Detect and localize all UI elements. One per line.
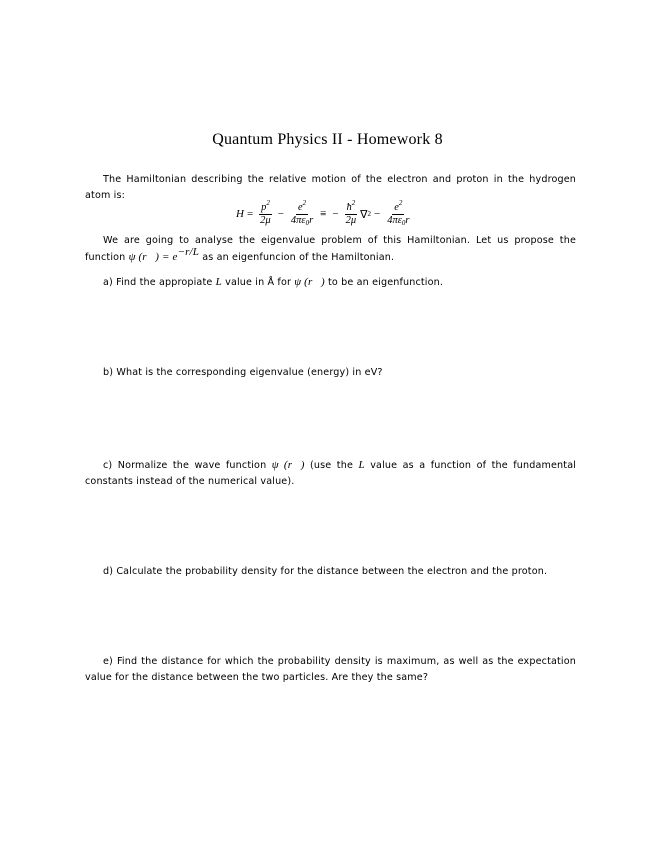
question-a-prefix: a) Find the appropiate	[103, 277, 213, 288]
question-c-mid: (use the	[310, 460, 353, 471]
eq-minus-2: −	[332, 208, 339, 220]
coulomb-num-1: e	[297, 201, 303, 213]
coulomb-sub-1: 0	[305, 218, 310, 227]
question-c-prefix: c) Normalize the wave function	[103, 460, 267, 471]
question-d-text: d) Calculate the probability density for the distance between the electron and the proton.	[103, 566, 548, 577]
eq-equals: =	[246, 208, 254, 220]
coulomb-fraction-1	[289, 198, 315, 227]
kinetic-fraction	[258, 198, 273, 227]
psi-exponent: −r/L	[177, 246, 199, 258]
nabla-symbol: ∇	[360, 208, 368, 221]
laplacian-den: 2μ	[345, 214, 357, 226]
question-c-psi: ψ (r⃗)	[271, 459, 305, 471]
eq-minus-1: −	[277, 208, 284, 220]
proposal-paragraph	[85, 233, 576, 266]
hbar-num: ħ	[346, 201, 352, 213]
question-a-L: L	[215, 276, 222, 288]
eq-minus-3: −	[374, 208, 381, 220]
laplacian-fraction	[344, 198, 359, 227]
eq-equiv: ≡	[320, 208, 327, 220]
question-a-suffix: to be an eigenfunction.	[328, 277, 444, 288]
question-b-text: b) What is the corresponding eigenvalue (energy) in eV?	[103, 367, 383, 378]
kinetic-den: 2μ	[260, 214, 271, 226]
coulomb-r-1: r	[309, 214, 314, 226]
coulomb-exp-1: 2	[302, 198, 307, 207]
question-a-mid: value in Å for	[225, 277, 292, 288]
page-title: Quantum Physics II - Homework 8	[212, 131, 443, 148]
coulomb-den-2: 4πε	[387, 214, 402, 226]
psi-expression: ψ (r⃗) = e	[128, 251, 178, 263]
question-e	[85, 654, 576, 686]
coulomb-den-1: 4πε	[290, 214, 306, 226]
question-c-suffix: value as a function of the fundamental constants instead of the numerical value).	[85, 460, 577, 487]
coulomb-sub-2: 0	[401, 218, 406, 227]
kinetic-exp: 2	[266, 198, 270, 207]
question-a-psi: ψ (r⃗)	[294, 276, 325, 288]
coulomb-fraction-2	[385, 198, 411, 227]
question-e-text: e) Find the distance for which the probability density is maximum, as well as the expectation value for the distance between the two particles. Are they the same?	[85, 656, 576, 683]
proposal-text-b: as an eigenfuncion of the Hamiltonian.	[202, 252, 395, 263]
intro-text: The Hamiltonian describing the relative motion of the electron and proton in the hydrogen atom is:	[85, 174, 576, 201]
hamiltonian-equation: H = $\frac{p^2}{2\mu}$ − $\frac{e^2}{4\pi\varepsilon_0r}$ ≡ − $\frac{ħ^2}{2\mu}$ ∇ 2 − $\frac{e^2}{4\pi\varepsilon_0r}$	[236, 198, 410, 227]
coulomb-exp-2: 2	[398, 198, 403, 207]
proposal-text-a: We are going to analyse the eigenvalue problem of this Hamiltonian. Let us propose the function	[85, 235, 576, 263]
question-a	[85, 274, 576, 291]
kinetic-num: p	[261, 201, 267, 213]
hbar-exp: 2	[351, 198, 356, 207]
question-b	[85, 365, 576, 381]
question-c	[85, 457, 576, 490]
question-c-L: L	[358, 459, 365, 471]
coulomb-num-2: e	[394, 201, 399, 213]
eq-lhs: H	[236, 208, 244, 220]
question-d	[85, 564, 576, 580]
coulomb-r-2: r	[405, 214, 410, 226]
